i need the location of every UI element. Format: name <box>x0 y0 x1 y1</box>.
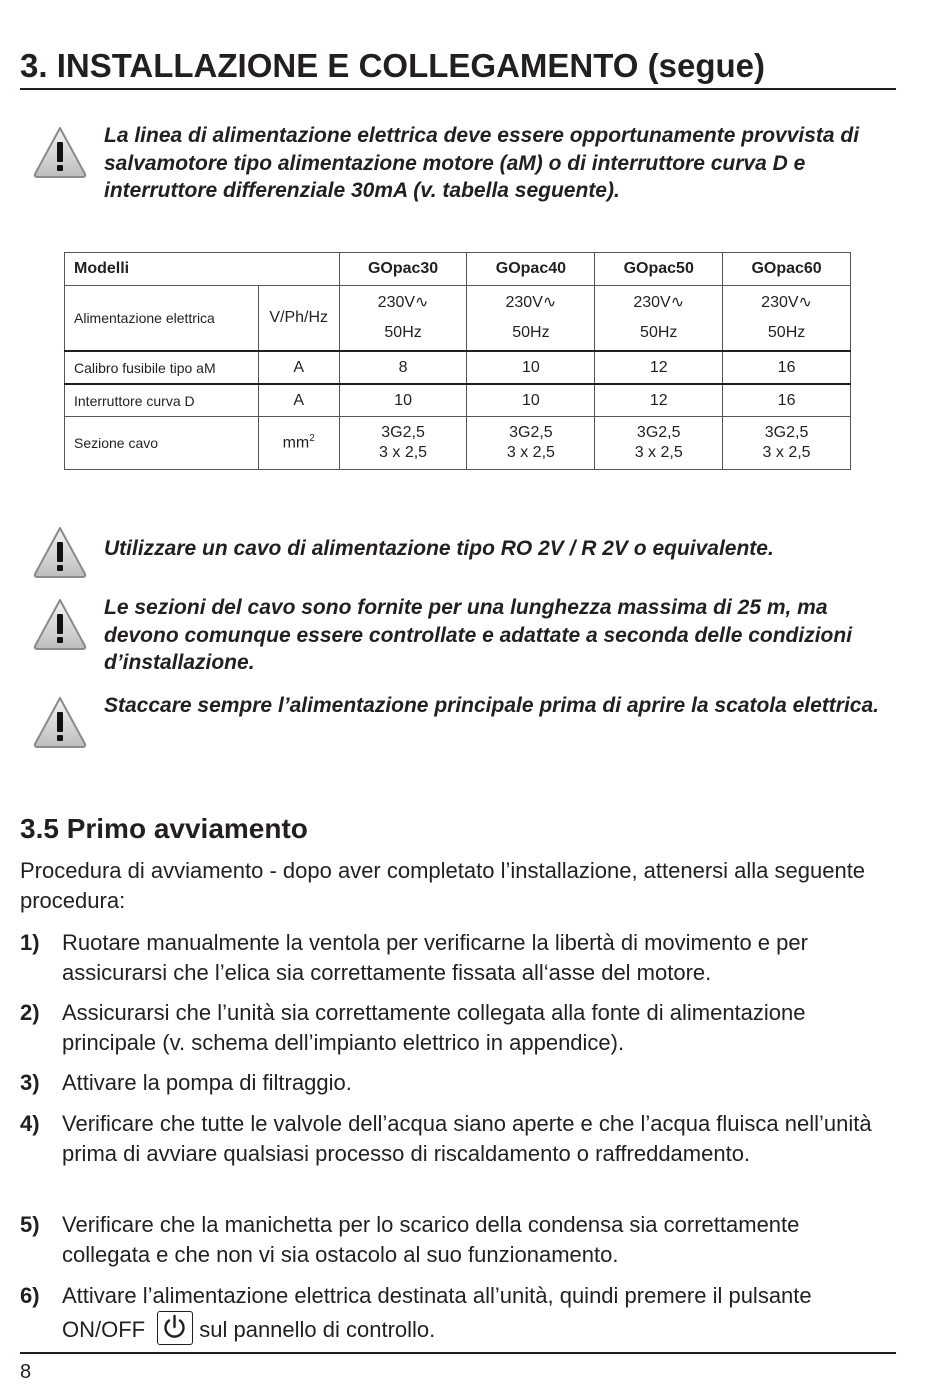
header-model: GOpac50 <box>595 253 723 286</box>
table-cell: 10 <box>467 384 595 417</box>
table-header-row <box>65 253 851 286</box>
table-row <box>65 351 851 384</box>
step-number: 1) <box>20 930 40 955</box>
power-button-icon <box>157 1311 193 1345</box>
step-text: Ruotare manualmente la ventola per verificarne la libertà di movimento e per assicurarsi che l’elica sia correttamente fissata all‘asse del motore. <box>62 930 808 985</box>
step-text: Verificare che la manichetta per lo scarico della condensa sia correttamente collegata e che non vi sia ostacolo al suo funzionamento. <box>62 1212 800 1267</box>
step-number: 5) <box>20 1212 40 1237</box>
list-item <box>20 1068 900 1098</box>
table-cell: 16 <box>723 384 851 417</box>
step-number: 4) <box>20 1111 40 1136</box>
table-cell: 10 <box>467 351 595 384</box>
row-label: Sezione cavo <box>65 417 259 470</box>
table-row <box>65 417 851 470</box>
header-models: Modelli <box>65 253 340 286</box>
row-label: Interruttore curva D <box>65 384 259 417</box>
warning-triangle-icon <box>30 122 90 180</box>
table-cell: 3G2,5 3 x 2,5 <box>595 417 723 470</box>
row-unit: V/Ph/Hz <box>258 286 339 352</box>
warning-note-disconnect-power <box>30 692 900 750</box>
warning-triangle-icon <box>30 692 90 750</box>
section-title: 3.5 Primo avviamento <box>20 813 308 844</box>
warning-triangle-icon <box>30 522 90 580</box>
table-cell: 3G2,5 3 x 2,5 <box>467 417 595 470</box>
table-row <box>65 384 851 417</box>
step-number: 6) <box>20 1283 40 1308</box>
table-cell: 230V∿ 50Hz <box>595 286 723 352</box>
row-unit: $mm^2$ <box>258 417 339 470</box>
electrical-spec-table <box>64 252 851 470</box>
step-text: Attivare la pompa di filtraggio. <box>62 1070 352 1095</box>
page-number: 8 <box>20 1361 32 1383</box>
table-cell: 12 <box>595 351 723 384</box>
list-item <box>20 928 900 988</box>
row-label: Alimentazione elettrica <box>65 286 259 352</box>
warning-note-cable-type <box>30 522 900 580</box>
warning-text: Utilizzare un cavo di alimentazione tipo RO 2V / R 2V o equivalente. <box>104 537 774 560</box>
warning-note-power-line <box>30 122 900 205</box>
warning-text: La linea di alimentazione elettrica deve essere opportunamente provvista di salvamotore tipo alimentazione motore (aM) o di interruttore curva D e interruttore differenziale 30mA (v. tabella seguente). <box>104 124 860 202</box>
section-intro: Procedura di avviamento - dopo aver completato l’installazione, attenersi alla seguente procedura: <box>20 858 866 913</box>
header-model: GOpac40 <box>467 253 595 286</box>
table-cell: 8 <box>339 351 467 384</box>
list-item <box>20 998 900 1058</box>
row-label: Calibro fusibile tipo aM <box>65 351 259 384</box>
table-cell: 3G2,5 3 x 2,5 <box>723 417 851 470</box>
table-cell: 230V∿ 50Hz <box>723 286 851 352</box>
footer-divider <box>20 1352 896 1354</box>
table-cell: 230V∿ 50Hz <box>467 286 595 352</box>
list-item <box>20 1109 900 1169</box>
table-cell: 10 <box>339 384 467 417</box>
table-cell: 3G2,5 3 x 2,5 <box>339 417 467 470</box>
table-cell: 16 <box>723 351 851 384</box>
row-unit: A <box>258 384 339 417</box>
warning-note-cable-length <box>30 594 900 677</box>
step-number: 2) <box>20 1000 40 1025</box>
step-text: Verificare che tutte le valvole dell’acqua siano aperte e che l’acqua fluisca nell’unità prima di avviare qualsiasi processo di riscaldamento o raffreddamento. <box>62 1111 872 1166</box>
step-text: Attivare l’alimentazione elettrica destinata all’unità, quindi premere il pulsante ON/OFF sul pannello di controllo. <box>62 1281 882 1345</box>
table-cell: 230V∿ 50Hz <box>339 286 467 352</box>
warning-triangle-icon <box>30 594 90 652</box>
list-item <box>20 1210 900 1270</box>
page-title: 3. INSTALLAZIONE E COLLEGAMENTO (segue) <box>20 44 896 90</box>
header-model: GOpac30 <box>339 253 467 286</box>
row-unit: A <box>258 351 339 384</box>
table-row <box>65 286 851 352</box>
warning-text: Le sezioni del cavo sono fornite per una lunghezza massima di 25 m, ma devono comunque essere controllate e adattate a seconda delle condizioni d’installazione. <box>104 596 853 674</box>
header-model: GOpac60 <box>723 253 851 286</box>
step-number: 3) <box>20 1070 40 1095</box>
list-item <box>20 1281 900 1345</box>
step-text: Assicurarsi che l’unità sia correttamente collegata alla fonte di alimentazione principale (v. schema dell’impianto elettrico in appendice). <box>62 1000 806 1055</box>
warning-text: Staccare sempre l’alimentazione principale prima di aprire la scatola elettrica. <box>104 694 880 717</box>
table-cell: 12 <box>595 384 723 417</box>
